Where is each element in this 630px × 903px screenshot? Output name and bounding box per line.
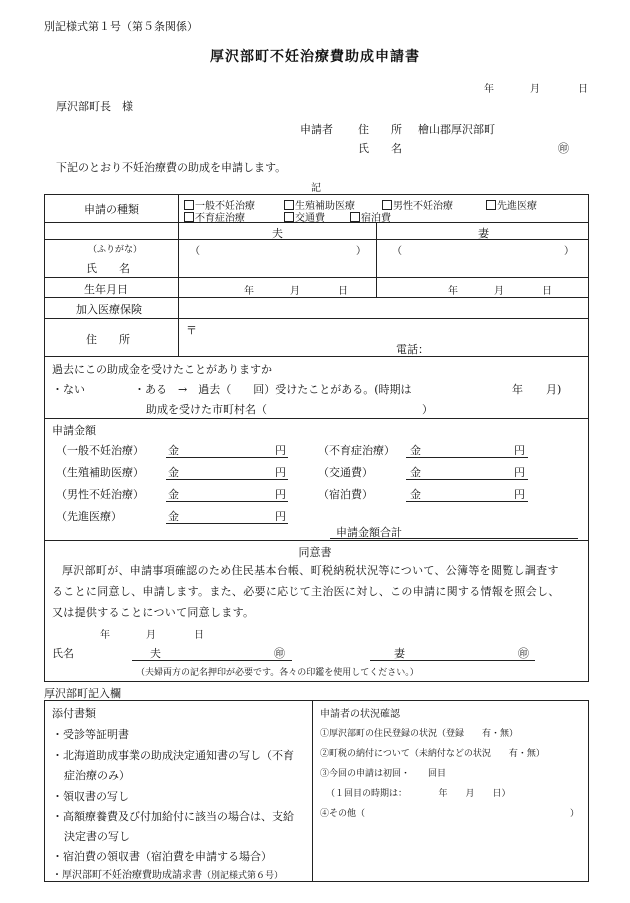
consent-husband-seal: ㊞	[274, 647, 285, 660]
insurance-field[interactable]	[179, 298, 588, 317]
consent-husband-field[interactable]	[132, 660, 292, 661]
doc-item: 症治療のみ）	[64, 769, 130, 782]
husband-birth-month: 月	[290, 286, 300, 297]
consent-name-label: 氏名	[52, 647, 74, 660]
yen-mark: 円	[275, 444, 286, 457]
consent-wife-label: 妻	[394, 647, 405, 660]
kin-mark: 金	[410, 488, 421, 501]
consent-line-3: 又は提供することについて同意します。	[52, 606, 255, 619]
husband-birth-year: 年	[244, 286, 254, 297]
furigana-label: （ふりがな）	[88, 245, 143, 255]
wife-birth-day: 日	[542, 286, 552, 297]
postal-mark: 〒	[186, 324, 197, 337]
consent-month: 月	[146, 630, 156, 641]
phone-label: 電話：	[396, 343, 429, 356]
amount-field-male[interactable]	[166, 501, 288, 502]
yen-mark: 円	[275, 488, 286, 501]
consent-day: 日	[194, 630, 204, 641]
status-item: （１回目の時期は： 年 月 日）	[326, 789, 511, 799]
kin-mark: 金	[168, 510, 179, 523]
amount-label-advanced: （先進医療）	[56, 510, 122, 523]
doc-item: ・宿泊費の領収書（宿泊費を申請する場合）	[52, 850, 272, 863]
doc-item: ・受診等証明書	[52, 728, 129, 741]
amount-label-general: （一般不妊治療）	[56, 444, 144, 457]
amount-field-lodging[interactable]	[406, 501, 528, 502]
intro-text: 下記のとおり不妊治療費の助成を申請します。	[56, 161, 287, 174]
amounts-label: 申請金額	[52, 424, 96, 437]
doc-item: ・高額療養費及び付加給付に該当の場合は、支給	[52, 810, 294, 823]
header-date-year: 年	[484, 84, 494, 95]
birth-label: 生年月日	[84, 283, 128, 296]
wife-furigana-open: （	[392, 246, 402, 257]
husband-birth-day: 日	[338, 286, 348, 297]
type-option-art[interactable]: 生殖補助医療	[284, 197, 355, 212]
doc-item: ・領収書の写し	[52, 790, 129, 803]
status-item: ①厚沢部町の住民登録の状況（登録 有・無）	[320, 729, 519, 739]
amount-label-recurrent: （不育症治療）	[318, 444, 395, 457]
wife-birth-month: 月	[494, 286, 504, 297]
type-option-lodging[interactable]: 宿泊費	[350, 209, 391, 224]
type-option-recurrent[interactable]: 不育症治療	[184, 209, 245, 224]
amount-field-general[interactable]	[166, 457, 288, 458]
amount-label-art: （生殖補助医療）	[56, 466, 144, 479]
status-item: ②町税の納付について（未納付などの状況 有・無）	[320, 749, 545, 759]
form-number: 別記様式第１号（第５条関係）	[44, 20, 198, 33]
type-option-advanced[interactable]: 先進医療	[486, 197, 537, 212]
type-option-general[interactable]: 一般不妊治療	[184, 197, 255, 212]
yen-mark: 円	[275, 510, 286, 523]
husband-furigana-close: ）	[356, 246, 366, 257]
yen-mark: 円	[275, 466, 286, 479]
type-option-male[interactable]: 男性不妊治療	[382, 197, 453, 212]
past-option-yes[interactable]: ・ある → 過去（ 回）受けたことがある。(時期は	[134, 383, 412, 396]
kin-mark: 金	[410, 466, 421, 479]
husband-name-field[interactable]	[179, 255, 375, 276]
kin-mark: 金	[410, 444, 421, 457]
docs-label: 添付書類	[52, 707, 96, 720]
past-question: 過去にこの助成金を受けたことがありますか	[52, 363, 272, 376]
applicant-address-label: 住 所	[358, 123, 402, 136]
consent-wife-field[interactable]	[370, 660, 535, 661]
status-item: ④その他（	[320, 809, 366, 819]
doc-item: ・厚沢部町不妊治療費助成請求書（別記様式第６号）	[52, 870, 284, 881]
status-item-close: ）	[570, 809, 580, 819]
yen-mark: 円	[514, 444, 525, 457]
kin-mark: 金	[168, 466, 179, 479]
amount-field-advanced[interactable]	[166, 523, 288, 524]
insurance-label: 加入医療保険	[76, 303, 142, 316]
past-option-no[interactable]: ・ない	[52, 383, 85, 396]
status-label: 申請者の状況確認	[320, 709, 400, 720]
applicant-name-label: 氏 名	[358, 142, 402, 155]
past-city-label: 助成を受けた市町村名（	[146, 403, 267, 416]
page-title: 厚沢部町不妊治療費助成申請書	[210, 49, 420, 65]
kin-mark: 金	[168, 444, 179, 457]
past-month: 月)	[546, 383, 562, 396]
address-row-label: 住 所	[86, 333, 130, 346]
ki-mark: 記	[311, 183, 321, 194]
consent-husband-label: 夫	[150, 647, 161, 660]
doc-item: ・北海道助成事業の助成決定通知書の写し（不育	[52, 749, 294, 762]
yen-mark: 円	[514, 488, 525, 501]
consent-wife-seal: ㊞	[518, 647, 529, 660]
past-year: 年	[512, 383, 523, 396]
yen-mark: 円	[514, 466, 525, 479]
husband-header: 夫	[272, 227, 283, 240]
type-option-transport[interactable]: 交通費	[284, 209, 325, 224]
applicant-seal: ㊞	[558, 142, 569, 155]
amount-label-male: （男性不妊治療）	[56, 488, 144, 501]
kin-mark: 金	[168, 488, 179, 501]
addressee: 厚沢部町長 様	[56, 100, 133, 113]
status-item: ③今回の申請は初回・ 回目	[320, 769, 447, 779]
total-amount-field[interactable]	[330, 538, 578, 539]
consent-title: 同意書	[298, 546, 332, 559]
husband-furigana-open: （	[190, 246, 200, 257]
wife-name-field[interactable]	[377, 255, 588, 276]
applicant-label: 申請者	[300, 123, 333, 136]
amount-label-transport: （交通費）	[318, 466, 373, 479]
type-label: 申請の種類	[84, 203, 139, 216]
header-date-month: 月	[530, 84, 540, 95]
header-date-day: 日	[578, 84, 588, 95]
past-city-close: ）	[422, 403, 433, 416]
doc-item: 決定書の写し	[64, 830, 130, 843]
total-label: 申請金額合計	[336, 526, 402, 539]
consent-line-2: ることに同意し、申請します。また、必要に応じて主治医に対し、この申請に関する情報を照会し、	[52, 585, 560, 598]
amount-field-transport[interactable]	[406, 479, 528, 480]
consent-line-1: 厚沢部町が、申請事項確認のため住民基本台帳、町税納税状況等について、公簿等を閲覧し調査す	[62, 564, 559, 577]
consent-year: 年	[100, 630, 110, 641]
name-row-label: 氏 名	[86, 262, 130, 275]
amount-field-art[interactable]	[166, 479, 288, 480]
consent-note: （夫婦両方の記名押印が必要です。各々の印鑑を使用してください。）	[136, 668, 419, 678]
applicant-address-value: 檜山郡厚沢部町	[418, 123, 495, 136]
office-label: 厚沢部町記入欄	[44, 687, 121, 700]
wife-furigana-close: ）	[564, 246, 574, 257]
amount-label-lodging: （宿泊費）	[318, 488, 373, 501]
wife-birth-year: 年	[448, 286, 458, 297]
wife-header: 妻	[478, 227, 489, 240]
amount-field-recurrent[interactable]	[406, 457, 528, 458]
